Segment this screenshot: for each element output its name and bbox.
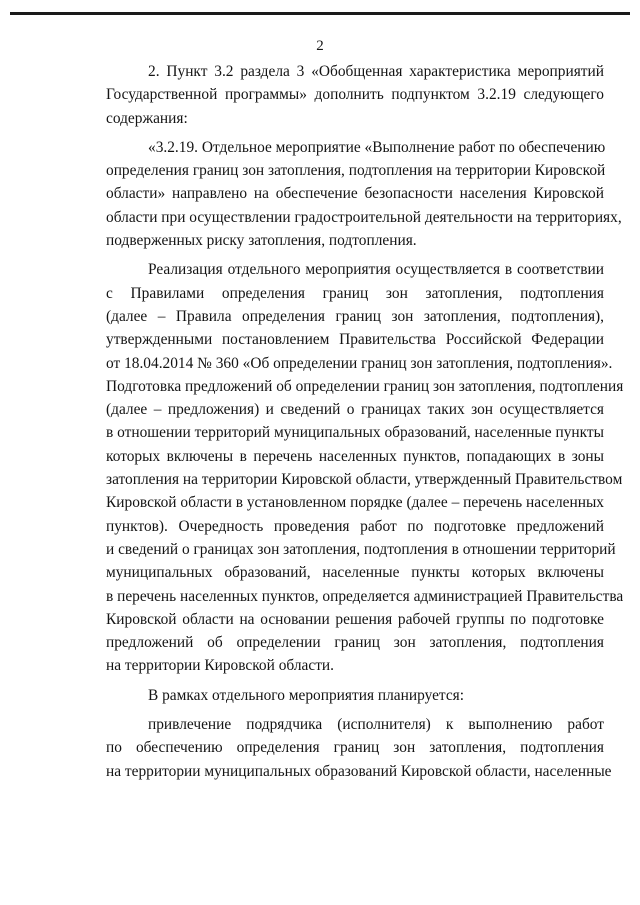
text-line: области при осуществлении градостроительной деятельности на территориях,: [106, 208, 622, 226]
text-line: (далее – Правила определения границ зон затопления, подтопления),: [106, 307, 604, 325]
text-line: по обеспечению определения границ зон затопления, подтопления: [106, 739, 604, 757]
text-line: пунктов). Очередность проведения работ по подготовке предложений: [106, 517, 604, 535]
paragraph-planned-intro: [106, 684, 604, 707]
text-line: «3.2.19. Отдельное мероприятие «Выполнение работ по обеспечению: [148, 138, 606, 156]
text-line: определения границ зон затопления, подтопления на территории Кировской: [106, 162, 606, 180]
text-line: с Правилами определения границ зон затопления, подтопления: [106, 284, 604, 302]
text-line: затопления на территории Кировской области, утвержденный Правительством: [106, 471, 623, 489]
text-line: 2. Пункт 3.2 раздела 3 «Обобщенная характеристика мероприятий: [148, 63, 604, 80]
text-line: привлечение подрядчика (исполнителя) к выполнению работ: [148, 716, 604, 734]
text-line: Кировской области на основании решения рабочей группы по подготовке: [106, 610, 604, 628]
text-line: В рамках отдельного мероприятия планируется:: [148, 686, 465, 704]
text-line: содержания:: [106, 109, 188, 127]
text-line: предложений об определении границ зон затопления, подтопления: [106, 634, 604, 652]
page-number: 2: [316, 38, 324, 54]
document-body: [106, 60, 624, 783]
text-line: Реализация отдельного мероприятия осуществляется в соответствии: [148, 261, 604, 279]
paragraph-subitem-3-2-19: [106, 136, 622, 252]
text-line: Кировской области в установленном порядке (далее – перечень населенных: [106, 494, 604, 512]
top-rule: [10, 12, 630, 15]
text-line: утвержденными постановлением Правительства Российской Федерации: [106, 331, 604, 349]
text-line: в отношении территорий муниципальных образований, населенные пункты: [106, 424, 604, 442]
text-line: и сведений о границах зон затопления, подтопления в отношении территорий: [106, 540, 616, 558]
text-line: которых включены в перечень населенных пунктов, попадающих в зоны: [106, 447, 604, 465]
text-line: области» направлено на обеспечение безопасности населения Кировской: [106, 185, 604, 203]
paragraph-contractor: [106, 713, 612, 783]
text-line: на территории муниципальных образований Кировской области, населенные: [106, 762, 612, 780]
text-line: Государственной программы» дополнить подпунктом 3.2.19 следующего: [106, 86, 604, 104]
text-line: муниципальных образований, населенные пункты которых включены: [106, 564, 604, 582]
text-line: подверженных риску затопления, подтопления.: [106, 232, 417, 250]
text-line: от 18.04.2014 № 360 «Об определении границ зон затопления, подтопления».: [106, 354, 613, 372]
paragraph-amendment: [106, 60, 604, 130]
text-line: (далее – предложения) и сведений о границах таких зон осуществляется: [106, 401, 604, 419]
text-line: на территории Кировской области.: [106, 657, 335, 675]
paragraph-implementation: [106, 258, 624, 677]
text-line: Подготовка предложений об определении границ зон затопления, подтопления: [106, 377, 624, 395]
text-line: в перечень населенных пунктов, определяется администрацией Правительства: [106, 587, 624, 605]
